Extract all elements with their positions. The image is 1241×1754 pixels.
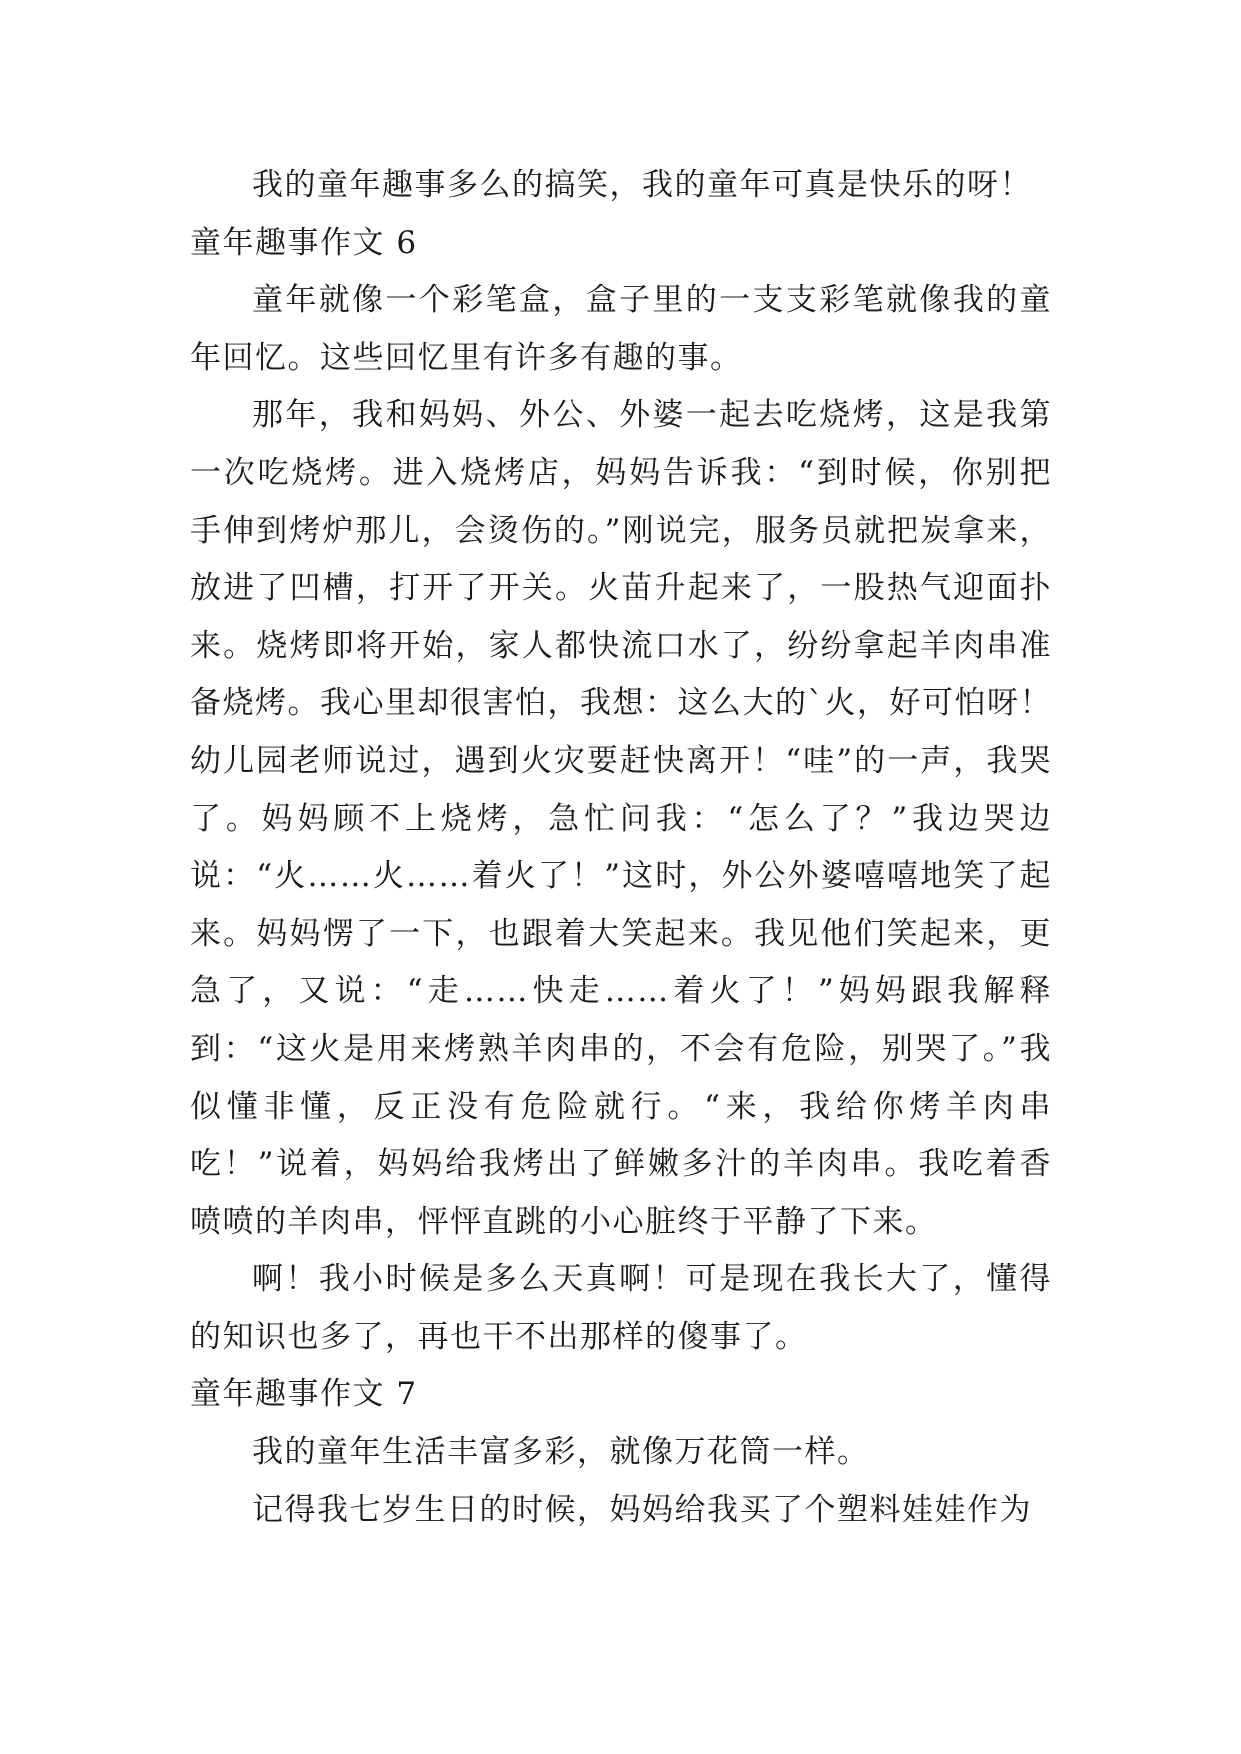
paragraph: 记得我七岁生日的时候，妈妈给我买了个塑料娃娃作为 [252, 1491, 1032, 1528]
paragraph: 我的童年趣事多么的搞笑，我的童年可真是快乐的呀！ [252, 167, 1032, 203]
paragraph: 啊！我小时候是多么天真啊！可是现在我长大了，懂得的知识也多了，再也干不出那样的傻事了。 [190, 1261, 1052, 1355]
paragraph: 我的童年生活丰富多彩，就像万花筒一样。 [252, 1434, 870, 1471]
paragraph: 童年就像一个彩笔盒，盒子里的一支支彩笔就像我的童年回忆。这些回忆里有许多有趣的事。 [190, 282, 1052, 376]
section-heading: 童年趣事作文 6 [190, 224, 418, 261]
paragraph: 那年，我和妈妈、外公、外婆一起去吃烧烤，这是我第一次吃烧烤。进入烧烤店，妈妈告诉我：“到时候，你别把手伸到烤炉那儿，会烫伤的。”刚说完，服务员就把炭拿来，放进了凹槽，打开了开关。火苗升起来了，一股热气迎面扑来。烧烤即将开始，家人都快流口水了，纷纷拿起羊肉串准备烧烤。我心里却很害怕，我想：这么大的`火，好可怕呀！幼儿园老师说过，遇到火灾要赶快离开！“哇”的一声，我哭了。妈妈顾不上烧烤，急忙问我：“怎么了？”我边哭边说：“火……火……着火了！”这时，外公外婆嘻嘻地笑了起来。妈妈愣了一下，也跟着大笑起来。我见他们笑起来，更急了，又说：“走……快走……着火了！”妈妈跟我解释到：“这火是用来烤熟羊肉串的，不会有危险，别哭了。”我似懂非懂，反正没有危险就行。“来，我给你烤羊肉串吃！”说着，妈妈给我烤出了鲜嫩多汁的羊肉串。我吃着香喷喷的羊肉串，怦怦直跳的小心脏终于平静了下来。 [190, 397, 1052, 1240]
document-body [190, 157, 1052, 1539]
section-heading: 童年趣事作文 7 [190, 1376, 418, 1413]
